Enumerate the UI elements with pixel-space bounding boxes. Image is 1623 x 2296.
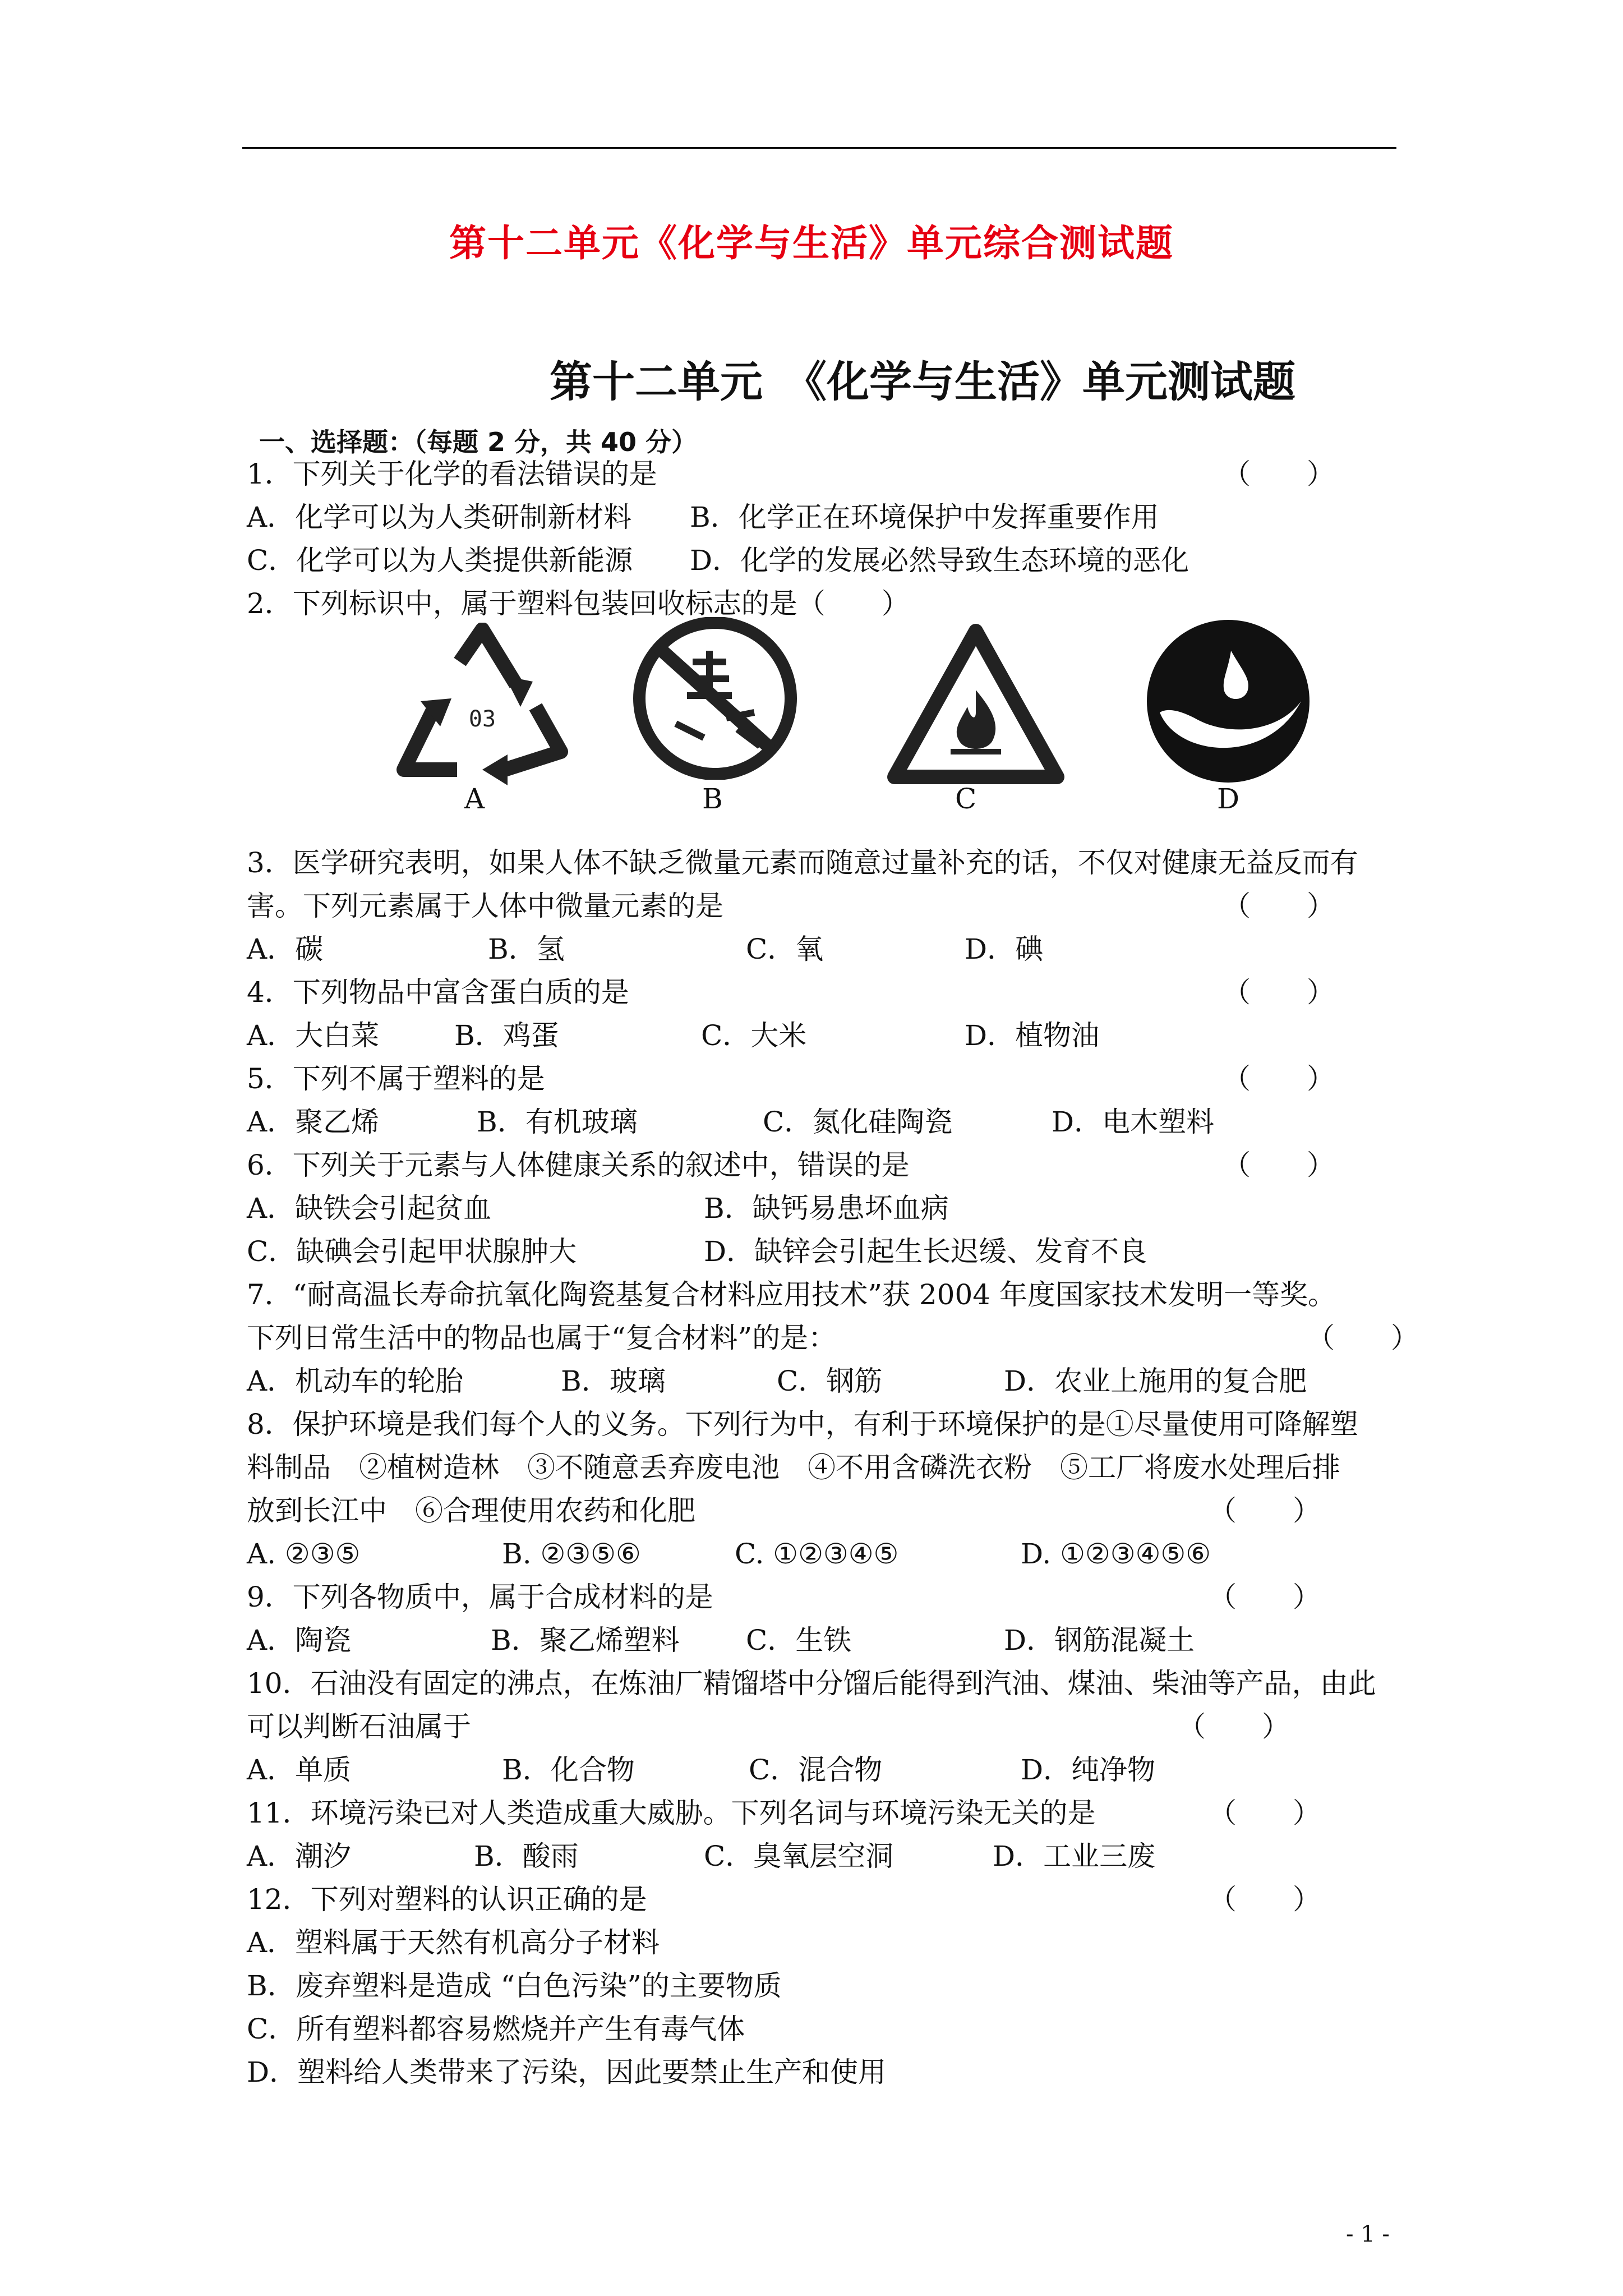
recycle-code-text: 03	[468, 706, 496, 732]
q6-option-b: B．缺钙易患坏血病	[704, 1192, 949, 1225]
q1-option-b: B．化学正在环境保护中发挥重要作用	[690, 501, 1159, 533]
page-subtitle: 第十二单元 《化学与生活》单元测试题	[550, 357, 1295, 407]
q4-option-a: A．大白菜	[247, 1019, 380, 1052]
q1-stem: 1．下列关于化学的看法错误的是	[247, 458, 657, 490]
q7-option-b: B．玻璃	[561, 1365, 666, 1397]
q4-option-b: B．鸡蛋	[454, 1019, 559, 1052]
q5-option-d: D．电木塑料	[1052, 1106, 1215, 1138]
q10-option-b: B．化合物	[502, 1754, 635, 1786]
q6-option-a: A．缺铁会引起贫血	[247, 1192, 492, 1225]
q8-option-c: C. ①②③④⑤	[735, 1538, 899, 1570]
q7-answer-blank: （ ）	[1307, 1322, 1419, 1354]
q9-option-c: C．生铁	[746, 1624, 852, 1657]
q3-option-d: D．碘	[965, 933, 1044, 965]
q3-option-b: B．氢	[488, 933, 565, 965]
q12-answer-blank: （ ）	[1209, 1883, 1321, 1916]
q5-option-b: B．有机玻璃	[477, 1106, 638, 1138]
q3-answer-blank: （ ）	[1223, 890, 1335, 922]
q8-option-a: A. ②③⑤	[247, 1538, 361, 1570]
q2-label-a: A	[464, 783, 485, 815]
q7-stem-line2: 下列日常生活中的物品也属于“复合材料”的是：	[247, 1322, 837, 1354]
q9-answer-blank: （ ）	[1209, 1581, 1321, 1613]
q12-option-b: B．废弃塑料是造成 “白色污染”的主要物质	[247, 1970, 782, 2002]
q3-option-c: C．氧	[746, 933, 824, 965]
q6-option-c: C．缺碘会引起甲状腺肿大	[247, 1235, 577, 1268]
q5-option-c: C．氮化硅陶瓷	[763, 1106, 953, 1138]
q11-option-a: A．潮汐	[247, 1840, 352, 1872]
q1-option-c: C．化学可以为人类提供新能源	[247, 544, 633, 577]
q9-stem: 9．下列各物质中，属于合成材料的是	[247, 1581, 713, 1613]
q3-stem-line1: 3．医学研究表明，如果人体不缺乏微量元素而随意过量补充的话，不仅对健康无益反而有	[247, 846, 1358, 879]
q2-label-b: B	[702, 783, 723, 815]
q5-stem: 5．下列不属于塑料的是	[247, 1062, 545, 1095]
q8-answer-blank: （ ）	[1209, 1494, 1321, 1527]
q7-option-a: A．机动车的轮胎	[247, 1365, 464, 1397]
q6-stem: 6．下列关于元素与人体健康关系的叙述中，错误的是	[247, 1149, 910, 1181]
q10-stem-line1: 10．石油没有固定的沸点，在炼油厂精馏塔中分馏后能得到汽油、煤油、柴油等产品，由此	[247, 1667, 1376, 1700]
q1-answer-blank: （ ）	[1223, 458, 1335, 490]
q1-option-a: A．化学可以为人类研制新材料	[247, 501, 632, 533]
q2-label-d: D	[1217, 783, 1240, 815]
document-title: 第十二单元《化学与生活》单元综合测试题	[449, 221, 1174, 265]
q10-option-c: C．混合物	[749, 1754, 883, 1786]
q6-option-d: D．缺锌会引起生长迟缓、发育不良	[704, 1235, 1147, 1268]
q7-option-c: C．钢筋	[777, 1365, 883, 1397]
q8-option-d: D. ①②③④⑤⑥	[1021, 1538, 1211, 1570]
q5-option-a: A．聚乙烯	[247, 1106, 380, 1138]
q12-stem: 12．下列对塑料的认识正确的是	[247, 1883, 647, 1916]
q10-stem-line2: 可以判断石油属于	[247, 1710, 471, 1743]
water-saving-logo-icon	[1144, 617, 1312, 785]
q8-stem-line1: 8．保护环境是我们每个人的义务。下列行为中，有利于环境保护的是①尽量使用可降解塑	[247, 1408, 1358, 1441]
q10-option-d: D．纯净物	[1021, 1754, 1156, 1786]
no-logging-sign-icon	[625, 617, 805, 780]
q3-stem-line2: 害。下列元素属于人体中微量元素的是	[247, 890, 723, 922]
q9-option-a: A．陶瓷	[247, 1624, 352, 1657]
q8-option-b: B. ②③⑤⑥	[502, 1538, 641, 1570]
q10-answer-blank: （ ）	[1178, 1710, 1290, 1743]
flammable-warning-icon	[886, 623, 1066, 785]
header-rule	[242, 147, 1396, 149]
q4-option-d: D．植物油	[965, 1019, 1100, 1052]
q12-option-d: D．塑料给人类带来了污染，因此要禁止生产和使用	[247, 2056, 887, 2088]
q11-option-b: B．酸雨	[474, 1840, 579, 1872]
q3-option-a: A．碳	[247, 933, 324, 965]
q1-option-d: D．化学的发展必然导致生态环境的恶化	[690, 544, 1189, 577]
q11-answer-blank: （ ）	[1209, 1797, 1321, 1829]
q12-option-a: A．塑料属于天然有机高分子材料	[247, 1926, 660, 1959]
q12-option-c: C．所有塑料都容易燃烧并产生有毒气体	[247, 2013, 745, 2045]
q4-answer-blank: （ ）	[1223, 976, 1335, 1009]
q4-stem: 4．下列物品中富含蛋白质的是	[247, 976, 629, 1009]
section-heading: 一、选择题：（每题 2 分，共 40 分）	[259, 427, 698, 457]
q9-option-d: D．钢筋混凝土	[1004, 1624, 1195, 1657]
q7-option-d: D．农业上施用的复合肥	[1004, 1365, 1307, 1397]
q8-stem-line2: 料制品 ②植树造林 ③不随意丢弃废电池 ④不用含磷洗衣粉 ⑤工厂将废水处理后排	[247, 1451, 1340, 1484]
q2-label-c: C	[955, 783, 977, 815]
q11-option-c: C．臭氧层空洞	[704, 1840, 894, 1872]
q5-answer-blank: （ ）	[1223, 1062, 1335, 1095]
q10-option-a: A．单质	[247, 1754, 352, 1786]
q4-option-c: C．大米	[701, 1019, 807, 1052]
q8-stem-line3: 放到长江中 ⑥合理使用农药和化肥	[247, 1494, 695, 1527]
recycle-triangle-icon	[393, 623, 572, 785]
q6-answer-blank: （ ）	[1223, 1149, 1335, 1181]
q9-option-b: B．聚乙烯塑料	[491, 1624, 680, 1657]
page-number: - 1 -	[1346, 2221, 1390, 2247]
q11-stem: 11．环境污染已对人类造成重大威胁。下列名词与环境污染无关的是	[247, 1797, 1096, 1829]
q11-option-d: D．工业三废	[993, 1840, 1156, 1872]
q7-stem-line1: 7．“耐高温长寿命抗氧化陶瓷基复合材料应用技术”获 2004 年度国家技术发明一等奖。	[247, 1278, 1336, 1311]
q2-stem: 2．下列标识中，属于塑料包装回收标志的是（ ）	[247, 587, 910, 620]
